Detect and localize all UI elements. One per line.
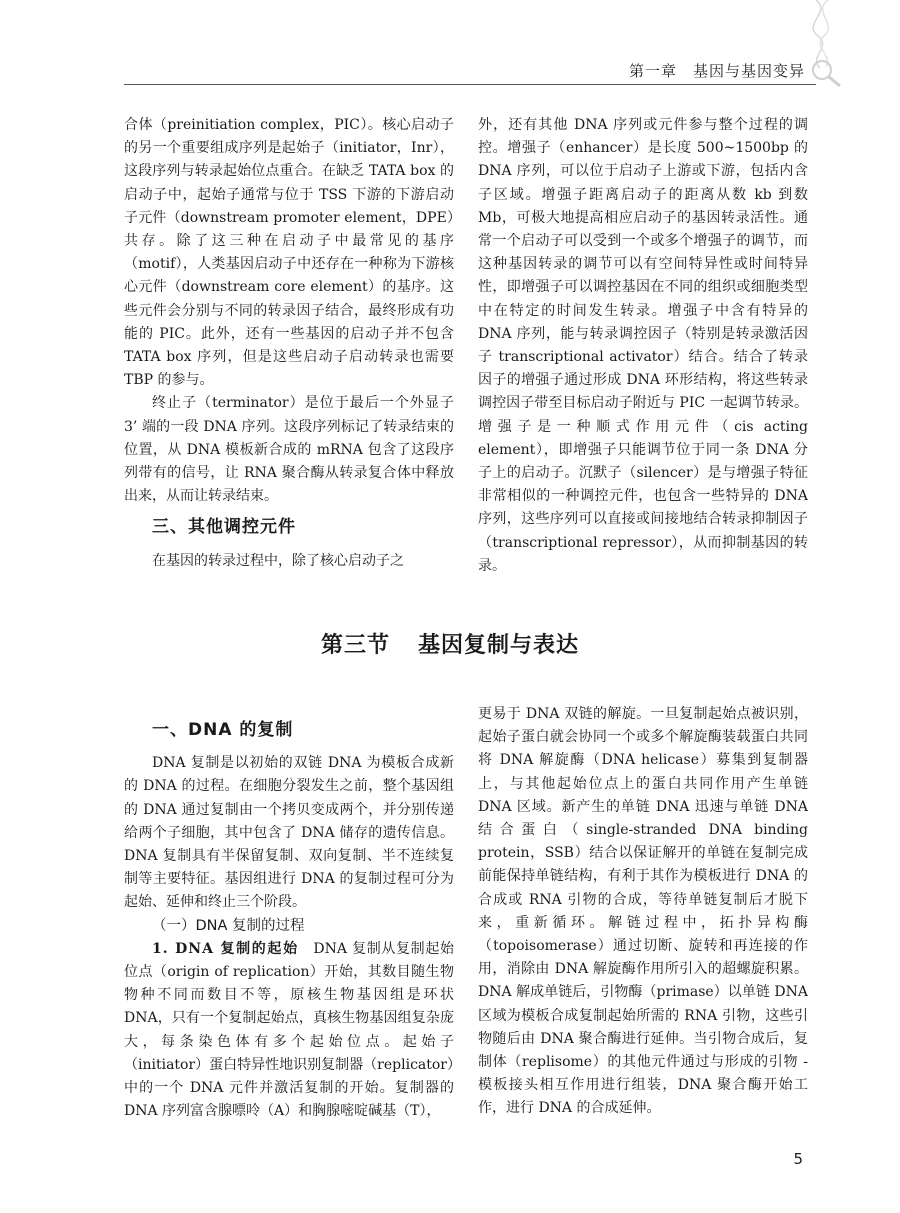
paragraph: 在基因的转录过程中，除了核心启动子之	[152, 552, 404, 569]
column-bottom-left	[124, 711, 454, 1123]
section-title: 基因复制与表达	[418, 633, 580, 658]
column-top-left	[124, 114, 454, 573]
column-top-right	[478, 114, 808, 578]
header-rule	[124, 84, 816, 85]
page-number: 5	[793, 1150, 803, 1168]
paragraph: 更易于 DNA 双链的解旋。一旦复制起始点被识别，起始子蛋白就会协同一个或多个解旋酶装载蛋白共同将 DNA 解旋酶（DNA helicase）募集到复制器上，与其他起始位点上的蛋白共同作用产生单链 DNA 区域。新产生的单链 DNA 迅速与单链 DNA 结合蛋白（single-stranded DNA binding protein，SSB）结合以保证解开的单链在复制完成前能保持单链结构，有利于其作为模板进行 DNA 的合成或 RNA 引物的合成，等待单链复制后才脱下来，重新循环。解链过程中，拓扑异构酶（topoisomerase）通过切断、旋转和再连接的作用，消除由 DNA 解旋酶作用所引入的超螺旋积累。DNA 解成单链后，引物酶（primase）以单链 DNA 区域为模板合成复制起始所需的 RNA 引物，这些引物随后由 DNA 聚合酶进行延伸。当引物合成后，复制体（replisome）的其他元件通过与形成的引物 - 模板接头相互作用进行组装，DNA 聚合酶开始工作，进行 DNA 的合成延伸。	[478, 706, 808, 1117]
paragraph-lead: 1. DNA 复制的起始	[152, 940, 299, 957]
paragraph: 外，还有其他 DNA 序列或元件参与整个过程的调控。增强子（enhancer）是长度 500~1500bp 的 DNA 序列，可以位于启动子上游或下游，包括内含子区域。增强子距离启动子的距离从数 kb 到数 Mb，可极大地提高相应启动子的基因转录活性。通常一个启动子可以受到一个或多个增强子的调节，而这种基因转录的调节可以有空间特异性或时间特异性，即增强子可以调控基因在不同的组织或细胞类型中在特定的时间发生转录。增强子中含有特异的 DNA 序列，能与转录调控因子（特别是转录激活因子 transcriptional activator）结合。结合了转录因子的增强子通过形成 DNA 环形结构，将这些转录调控因子带至目标启动子附近与 PIC 一起调节转录。增强子是一种顺式作用元件（cis acting element），即增强子只能调节位于同一条 DNA 分子上的启动子。沉默子（silencer）是与增强子特征非常相似的一种调控元件，也包含一些特异的 DNA 序列，这些序列可以直接或间接地结合转录抑制因子（transcriptional repressor），从而抑制基因的转录。	[478, 117, 808, 574]
section-number: 第三节	[320, 633, 390, 658]
subsection-heading: 三、其他调控元件	[152, 517, 296, 538]
sub-subsection-heading: （一）DNA 复制的过程	[152, 917, 305, 934]
paragraph: 终止子（terminator）是位于最后一个外显子 3’ 端的一段 DNA 序列。这段序列标记了转录结束的位置，从 DNA 模板新合成的 mRNA 包含了这段序列带有的信号，让 RNA 聚合酶从转录复合体中释放出来，从而让转录结束。	[124, 395, 454, 505]
paragraph	[124, 938, 454, 1124]
dna-magnifier-icon	[802, 0, 850, 90]
column-bottom-right	[478, 703, 808, 1121]
chapter-header: 第一章 基因与基因变异	[628, 62, 805, 80]
paragraph: DNA 复制是以初始的双链 DNA 为模板合成新的 DNA 的过程。在细胞分裂发生之前，整个基因组的 DNA 通过复制由一个拷贝变成两个，并分别传递给两个子细胞，其中包含了 DNA 储存的遗传信息。DNA 复制具有半保留复制、双向复制、半不连续复制等主要特征。基因组进行 DNA 的复制过程可分为起始、延伸和终止三个阶段。	[124, 755, 454, 911]
paragraph: 合体（preinitiation complex，PIC）。核心启动子的另一个重要组成序列是起始子（initiator，Inr），这段序列与转录起始位点重合。在缺乏 TATA box 的启动子中，起始子通常与位于 TSS 下游的下游启动子元件（downstream promoter element，DPE）共存。除了这三种在启动子中最常见的基序（motif），人类基因启动子中还存在一种称为下游核心元件（downstream core element）的基序。这些元件会分别与不同的转录因子结合，最终形成有功能的 PIC。此外，还有一些基因的启动子并不包含 TATA box 序列，但是这些启动子启动转录也需要 TBP 的参与。	[124, 117, 454, 389]
section-heading	[0, 628, 900, 659]
subsection-heading: 一、DNA 的复制	[152, 720, 294, 740]
paragraph-body: DNA 复制从复制起始位点（origin of replication）开始，其数目随生物物种不同而数目不等，原核生物基因组是环状 DNA，只有一个复制起始点，真核生物基因组复杂庞大，每条染色体有多个起始位点。起始子（initiator）蛋白特异性地识别复制器（replicator）中的一个 DNA 元件并激活复制的开始。复制器的 DNA 序列富含腺嘌呤（A）和胸腺嘧啶碱基（T），	[124, 940, 454, 1120]
